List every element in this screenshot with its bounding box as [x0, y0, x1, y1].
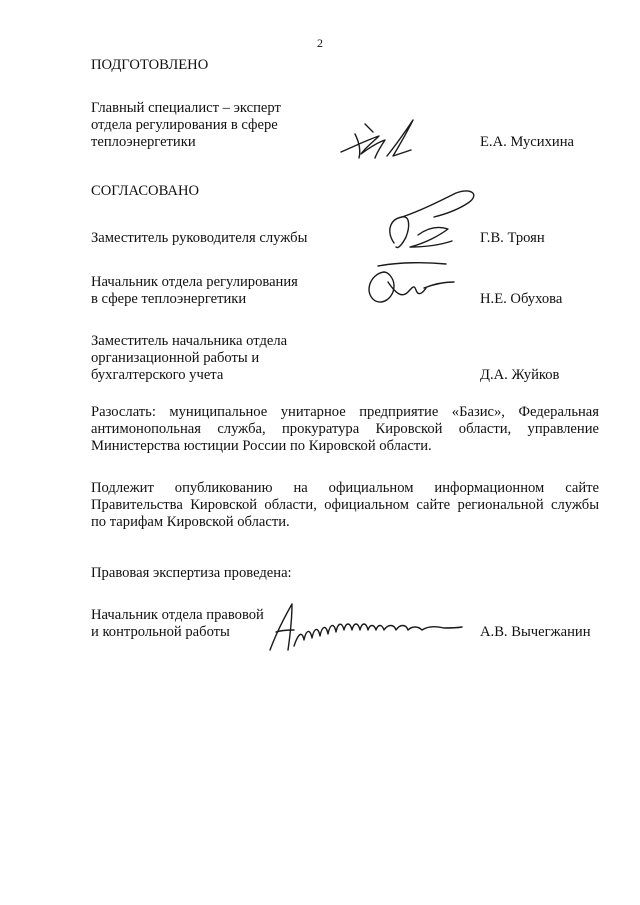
legal-review-statement: Правовая экспертиза проведена: — [91, 565, 292, 581]
legal-review-role-line: и контрольной работы — [91, 624, 230, 640]
agreed-role-line: Начальник отдела регулирования — [91, 274, 298, 290]
signature-musikhina — [335, 112, 425, 167]
prepared-heading: ПОДГОТОВЛЕНО — [91, 57, 209, 73]
signature-troyan — [380, 185, 485, 257]
publication-paragraph — [91, 480, 599, 531]
agreed-role-line: Заместитель руководителя службы — [91, 230, 308, 246]
publication-line: по тарифам Кировской области. — [91, 514, 290, 530]
distribution-line: Разослать: муниципальное унитарное предприятие «Базис», Федеральная — [91, 404, 599, 420]
prepared-role-line: теплоэнергетики — [91, 134, 196, 150]
prepared-role-line: Главный специалист – эксперт — [91, 100, 281, 116]
signature-vychegzhanin — [262, 600, 472, 660]
signature-obukhova — [360, 260, 460, 310]
legal-review-name: А.В. Вычегжанин — [480, 624, 591, 640]
prepared-role-line: отдела регулирования в сфере — [91, 117, 278, 133]
page-number: 2 — [317, 36, 323, 50]
agreed-heading: СОГЛАСОВАНО — [91, 183, 200, 199]
publication-line: Правительства Кировской области, официальном сайте региональной службы — [91, 497, 599, 513]
publication-line: Подлежит опубликованию на официальном информационном сайте — [91, 480, 599, 496]
agreed-role-line: бухгалтерского учета — [91, 367, 224, 383]
agreed-role-line: Заместитель начальника отдела — [91, 333, 288, 349]
prepared-name: Е.А. Мусихина — [480, 134, 574, 150]
agreed-name: Г.В. Троян — [480, 230, 545, 246]
agreed-role-line: в сфере теплоэнергетики — [91, 291, 247, 307]
legal-review-role-line: Начальник отдела правовой — [91, 607, 264, 623]
distribution-line: антимонопольная служба, прокуратура Кировской области, управление — [91, 421, 599, 437]
distribution-line: Министерства юстиции России по Кировской области. — [91, 438, 432, 454]
agreed-name: Н.Е. Обухова — [480, 291, 563, 307]
agreed-role-line: организационной работы и — [91, 350, 260, 366]
distribution-paragraph — [91, 404, 599, 455]
agreed-name: Д.А. Жуйков — [480, 367, 560, 383]
